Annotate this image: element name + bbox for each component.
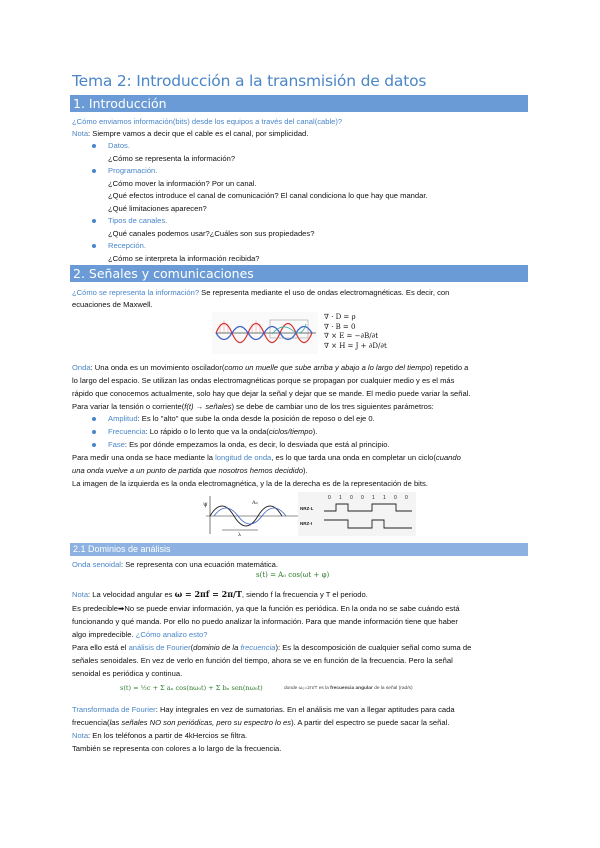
longitud-onda-link: longitud de onda bbox=[215, 453, 272, 462]
maxwell-eq: ∇ · B = 0 bbox=[324, 322, 356, 331]
onda-paragraph-l3: rápido que conocemos actualmente, solo hay que dejar la señal y dejar que se mande. El medio puede variar la señal. bbox=[72, 389, 471, 398]
onda-text: : Una onda es un movimiento oscilador( bbox=[90, 363, 225, 372]
nota-telefonos bbox=[72, 731, 247, 741]
nrz-bit-label: 0 bbox=[361, 495, 364, 501]
fourier-paren: ( bbox=[190, 643, 194, 652]
onda-text-end: ) repetido a bbox=[429, 363, 469, 372]
medir-text: Para medir una onda se hace mediante la bbox=[72, 453, 216, 462]
fourier-l1 bbox=[72, 643, 471, 653]
medir-italic: cuando bbox=[435, 453, 461, 462]
nrz-i-label: NRZ-I bbox=[300, 521, 312, 526]
param-frecuencia bbox=[108, 427, 317, 437]
param-label: Frecuencia bbox=[108, 427, 146, 436]
fourier-link: análisis de Fourier bbox=[128, 643, 191, 652]
bullet-icon bbox=[92, 430, 96, 434]
medir-line-2 bbox=[72, 466, 308, 476]
senoidal-text: : Se representa con una ecuación matemática. bbox=[120, 560, 279, 569]
onda-italic: como un muelle que sube arriba y abajo a lo largo del tiempo bbox=[224, 363, 430, 372]
representa-line bbox=[72, 288, 449, 298]
nrz-encoding-figure bbox=[298, 492, 416, 536]
transformada-text-2: frecuencia( bbox=[72, 718, 110, 727]
param-label: Fase bbox=[108, 440, 125, 449]
nrz-bit-label: 1 bbox=[339, 495, 342, 501]
representa-line-2: ecuaciones de Maxwell. bbox=[72, 300, 153, 309]
list-item-line: ¿Qué canales podemos usar?¿Cuáles son sus propiedades? bbox=[108, 229, 315, 238]
param-italic: ciclos/tiempo bbox=[268, 427, 313, 436]
list-item-line: ¿Qué limitaciones aparecen? bbox=[108, 204, 207, 213]
subsection-heading-dominios: 2.1 Dominios de análisis bbox=[70, 543, 528, 556]
onda-paragraph-l2: lo largo del espacio. Se utilizan las ondas electromagnéticas porque se propagan por cualquier medio y es el más bbox=[72, 376, 455, 385]
bullet-icon bbox=[92, 244, 96, 248]
svg-text:λ: λ bbox=[238, 532, 242, 536]
medir-end: ). bbox=[302, 466, 308, 475]
senoidal-line bbox=[72, 560, 278, 570]
transformada-l1 bbox=[72, 705, 455, 715]
predecible-l3 bbox=[72, 630, 208, 640]
list-item-line: ¿Qué efectos introduce el canal de comunicación? El canal condiciona lo que hay que mandar. bbox=[108, 191, 428, 200]
fourier-l3: senoidal es periódica y continua. bbox=[72, 669, 183, 678]
fourier-series-equation: s(t) = ½c + Σ aₙ cos(nω₀t) + Σ bₙ sen(nω₀t) bbox=[120, 684, 263, 692]
fourier-end: ): Es la descomposición de cualquier señal como suma de bbox=[275, 643, 472, 652]
list-item-label: Programación. bbox=[108, 166, 158, 175]
variar-italic: f(t) → señales bbox=[184, 402, 232, 411]
nota2-label: Nota bbox=[72, 731, 89, 740]
nrz-bit-label: 0 bbox=[394, 495, 397, 501]
medir-line-1 bbox=[72, 453, 461, 463]
intro-note bbox=[72, 129, 308, 139]
nrz-bit-label: 1 bbox=[383, 495, 386, 501]
section-heading-senales: 2. Señales y comunicaciones bbox=[70, 265, 528, 282]
representa-label: ¿Cómo se representa la información? bbox=[72, 288, 200, 297]
omega-equation: ω = 2πf = 2π/T bbox=[174, 589, 242, 599]
nota-text: : La velocidad angular es bbox=[88, 590, 175, 599]
param-text: : Es lo "alto" que sube la onda desde la posición de reposo o del eje 0. bbox=[137, 414, 375, 423]
bullet-icon bbox=[92, 169, 96, 173]
intro-question bbox=[72, 117, 342, 127]
nota2-text: : En los teléfonos a partir de 4kHercios se filtra. bbox=[88, 731, 248, 740]
transformada-text: : Hay integrales en vez de sumatorias. En el análisis me van a llegar aptitudes para cada bbox=[155, 705, 455, 714]
nrz-l-label: NRZ-L bbox=[300, 506, 314, 511]
param-text: : Lo rápido o lo lento que va la onda( bbox=[145, 427, 269, 436]
param-end: ). bbox=[312, 427, 318, 436]
list-item-line: ¿Cómo se interpreta la información recibida? bbox=[108, 254, 260, 263]
em-wave-figure bbox=[212, 312, 318, 354]
medir-text-2: , es lo que tarda una onda en completar un ciclo( bbox=[271, 453, 436, 462]
colores-line: También se representa con colores a lo largo de la frecuencia. bbox=[72, 744, 282, 753]
fourier-italic: dominio de la bbox=[193, 643, 241, 652]
list-item-line: ¿Cómo se representa la información? bbox=[108, 154, 236, 163]
nrz-bit-label: 0 bbox=[328, 495, 331, 501]
transformada-italic: las señales NO son periódicas, pero su espectro lo es bbox=[109, 718, 292, 727]
eq-note-bold: frecuencia angular bbox=[330, 686, 373, 691]
bullet-icon bbox=[92, 144, 96, 148]
list-item-label: Tipos de canales. bbox=[108, 216, 168, 225]
param-amplitud bbox=[108, 414, 375, 424]
nrz-bit-label: 1 bbox=[372, 495, 375, 501]
intro-question-text: ¿Cómo enviamos información(bits) desde los equipos a través del canal(cable)? bbox=[72, 117, 343, 126]
svg-text:ψ: ψ bbox=[203, 501, 208, 508]
onda-label: Onda bbox=[72, 363, 91, 372]
eq-note-end: de la señal (rad/s) bbox=[372, 686, 413, 691]
transformada-end: ). A partir del espectro se puede sacar la señal. bbox=[291, 718, 450, 727]
onda-paragraph-l1 bbox=[72, 363, 468, 373]
fourier-l2: señales senoidales. En vez de verlo en función del tiempo, ahora se ve en función de la frecuencia. Pero la señal bbox=[72, 656, 453, 665]
variar-text: Para variar la tensión o corriente( bbox=[72, 402, 185, 411]
fourier-equation-note bbox=[284, 684, 413, 694]
senoidal-label: Onda senoidal bbox=[72, 560, 121, 569]
medir-italic-2: una onda vuelve a un punto de partida que nosotros hemos decidido bbox=[72, 466, 303, 475]
section-heading-introduccion: 1. Introducción bbox=[70, 95, 528, 112]
predecible-l1: Es predecible➡No se puede enviar información, ya que la función es periódica. En la onda no se sabe cuándo está bbox=[72, 604, 460, 613]
eq-note-text: donde ω₀=2π/T es la bbox=[284, 686, 331, 691]
nota-velocidad-line bbox=[72, 589, 368, 600]
svg-text:A₀: A₀ bbox=[252, 500, 258, 506]
sine-equation: s(t) = A₀ cos(ωt + φ) bbox=[256, 571, 330, 579]
nrz-bit-label: 0 bbox=[350, 495, 353, 501]
predecible-text: algo impredecible. bbox=[72, 630, 136, 639]
analizo-link: ¿Cómo analizo esto? bbox=[135, 630, 208, 639]
nota-text-end: , siendo f la frecuencia y T el periodo. bbox=[241, 590, 368, 599]
predecible-l2: funcionando y qué manda. Por ello no puedo analizar la información. Para que mande información tiene que haber bbox=[72, 617, 458, 626]
maxwell-equations bbox=[324, 313, 387, 351]
bullet-icon bbox=[92, 443, 96, 447]
variar-line bbox=[72, 402, 434, 412]
transformada-label: Transformada de Fourier bbox=[72, 705, 156, 714]
list-item-label: Datos. bbox=[108, 141, 130, 150]
variar-end: ) se debe de cambiar uno de los tres siguientes parámetros: bbox=[231, 402, 434, 411]
bullet-icon bbox=[92, 219, 96, 223]
maxwell-eq: ∇ × E = −∂B/∂t bbox=[324, 332, 379, 340]
nrz-bit-label: 0 bbox=[405, 495, 408, 501]
page-title: Tema 2: Introducción a la transmisión de datos bbox=[72, 72, 427, 90]
maxwell-eq: ∇ × H = J + ∂D/∂t bbox=[324, 341, 387, 350]
maxwell-eq: ∇ · D = ρ bbox=[324, 313, 356, 321]
list-item-line: ¿Cómo mover la información? Por un canal. bbox=[108, 179, 257, 188]
fourier-text: Para ello está el bbox=[72, 643, 129, 652]
note-text: : Siempre vamos a decir que el cable es el canal, por simplicidad. bbox=[88, 129, 309, 138]
note-label: Nota bbox=[72, 129, 89, 138]
imagen-line: La imagen de la izquierda es la onda electromagnética, y la de la derecha es de la representación de bits. bbox=[72, 479, 428, 488]
param-fase bbox=[108, 440, 390, 450]
sine-wave-figure bbox=[200, 492, 300, 536]
bullet-icon bbox=[92, 417, 96, 421]
param-label: Amplitud bbox=[108, 414, 138, 423]
param-text: : Es por dónde empezamos la onda, es decir, lo desviada que está al principio. bbox=[124, 440, 390, 449]
transformada-l2 bbox=[72, 718, 449, 728]
frecuencia-link: frecuencia bbox=[240, 643, 276, 652]
list-item-label: Recepción. bbox=[108, 241, 146, 250]
representa-text: Se representa mediante el uso de ondas electromagnéticas. Es decir, con bbox=[199, 288, 450, 297]
nota-label: Nota bbox=[72, 590, 89, 599]
